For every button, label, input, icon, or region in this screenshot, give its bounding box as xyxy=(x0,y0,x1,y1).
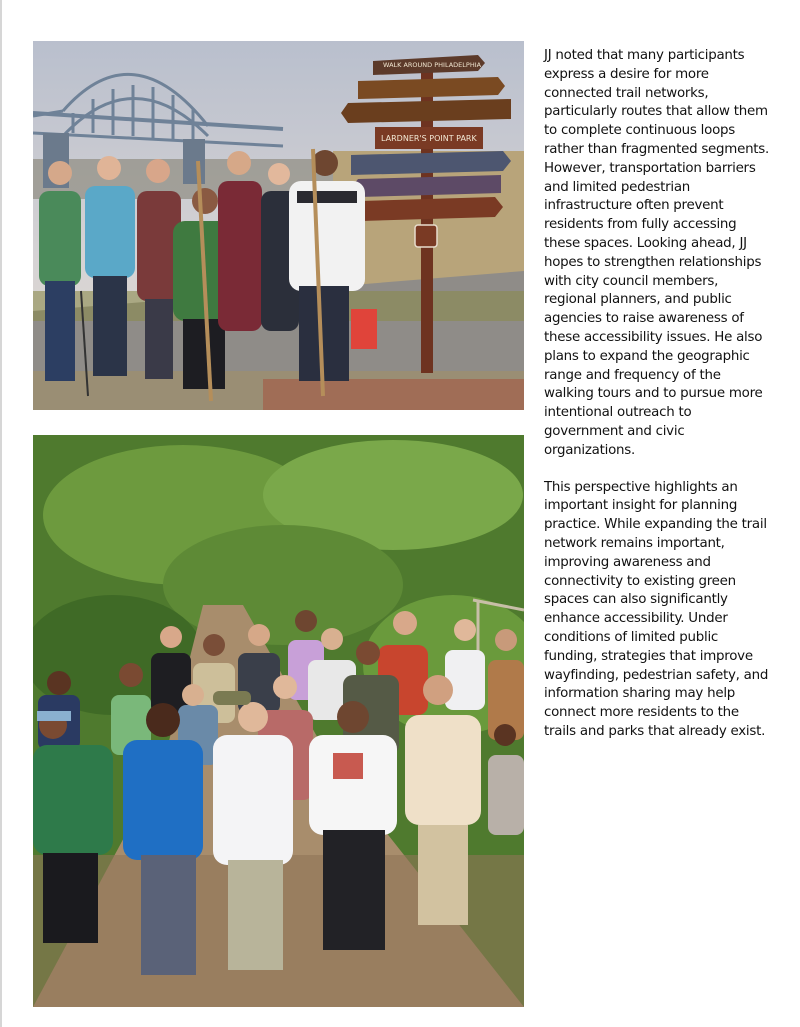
article-text-column xyxy=(544,47,770,760)
photo-group-at-signpost-illustration xyxy=(33,41,524,410)
sign-walk-around-philadelphia: WALK AROUND PHILADELPHIA xyxy=(383,61,482,69)
photo-group-on-trail xyxy=(33,435,524,1007)
photo-group-on-trail-illustration xyxy=(33,435,524,1007)
sign-lardners-point-park: LARDNER'S POINT PARK xyxy=(381,134,477,143)
photo-group-at-signpost xyxy=(33,41,524,410)
paragraph-jj-trail-networks: JJ noted that many participants express a desire for more connected trail networks, particularly routes that allow them to complete continuous loops rather than fragmented segments. However, transportation barriers and limited pedestrian infrastructure often prevent residents from fully accessing these spaces. Looking ahead, JJ hopes to strengthen relationships with city council members, regional planners, and public agencies to raise awareness of these accessibility issues. He also plans to expand the geographic range and frequency of the walking tours and to pursue more intentional outreach to government and civic organizations. xyxy=(544,48,770,458)
page-left-edge-rule xyxy=(0,0,2,1027)
paragraph-planning-insight: This perspective highlights an important insight for planning practice. While expanding the trail network remains important, improving awareness and connectivity to existing green spaces can also significantly enhance accessibility. Under conditions of limited public funding, strategies that improve wayfinding, pedestrian safety, and information sharing may help connect more residents to the trails and parks that already exist. xyxy=(544,479,769,739)
